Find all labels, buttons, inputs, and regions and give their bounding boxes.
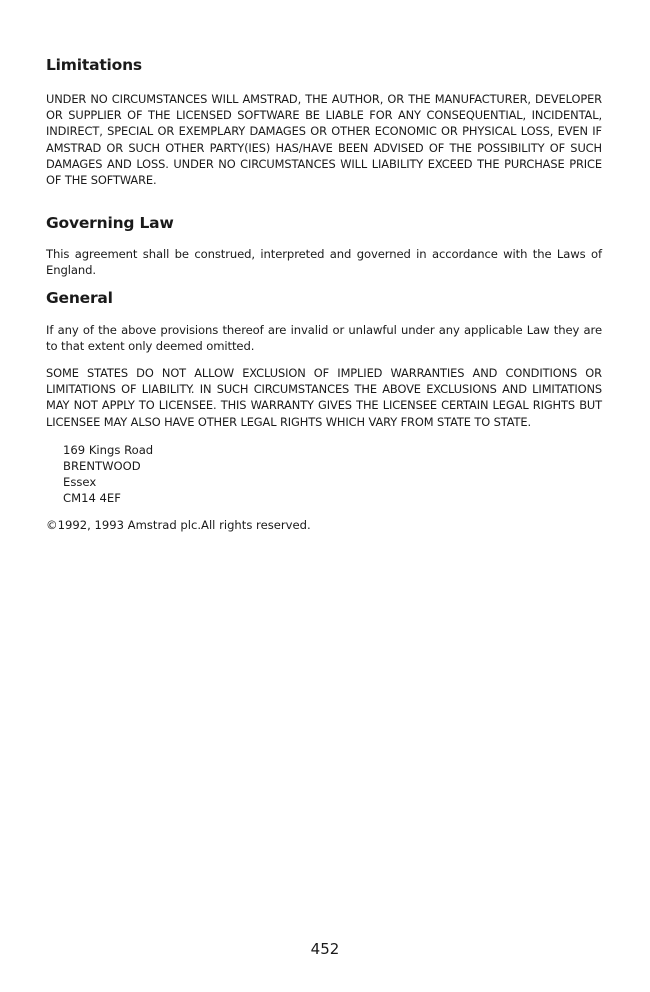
page-number: 452	[310, 940, 340, 958]
governing-law-paragraph: This agreement shall be construed, interpreted and governed in accordance with the Laws of England.	[46, 247, 602, 278]
limitations-paragraph: UNDER NO CIRCUMSTANCES WILL AMSTRAD, THE AUTHOR, OR THE MANUFACTURER, DEVELOPER OR SUPPLIER OF THE LICENSED SOFTWARE BE LIABLE FOR ANY CONSEQUENTIAL, INCIDENTAL, INDIRECT, SPECIAL OR EXEMPLARY DAMAGES OR OTHER ECONOMIC OR PHYSICAL LOSS, EVEN IF AMSTRAD OR SUCH OTHER PARTY(IES) HAS/HAVE BEEN ADVISED OF THE POSSIBILITY OF SUCH DAMAGES AND LOSS. UNDER NO CIRCUMSTANCES WILL LIABILITY EXCEED THE PURCHASE PRICE OF THE SOFTWARE.	[46, 92, 602, 188]
general-paragraph-1: If any of the above provisions thereof are invalid or unlawful under any applicable Law they are to that extent only deemed omitted.	[46, 322, 602, 353]
governing-law-heading: Governing Law	[46, 214, 174, 233]
copyright-notice: ©1992, 1993 Amstrad plc.All rights reserved.	[46, 517, 311, 532]
address-line-3: Essex	[63, 474, 97, 489]
general-heading: General	[46, 288, 113, 307]
address-line-4: CM14 4EF	[63, 490, 121, 505]
limitations-heading: Limitations	[46, 56, 142, 74]
document-page	[46, 52, 602, 532]
address-line-1: 169 Kings Road	[63, 442, 154, 457]
address-block	[63, 442, 602, 506]
general-paragraph-2: SOME STATES DO NOT ALLOW EXCLUSION OF IMPLIED WARRANTIES AND CONDITIONS OR LIMITATIONS OF LIABILITY. IN SUCH CIRCUMSTANCES THE ABOVE EXCLUSIONS AND LIMITATIONS MAY NOT APPLY TO LICENSEE. THIS WARRANTY GIVES THE LICENSEE CERTAIN LEGAL RIGHTS BUT LICENSEE MAY ALSO HAVE OTHER LEGAL RIGHTS WHICH VARY FROM STATE TO STATE.	[46, 366, 602, 429]
address-line-2: BRENTWOOD	[63, 458, 141, 473]
